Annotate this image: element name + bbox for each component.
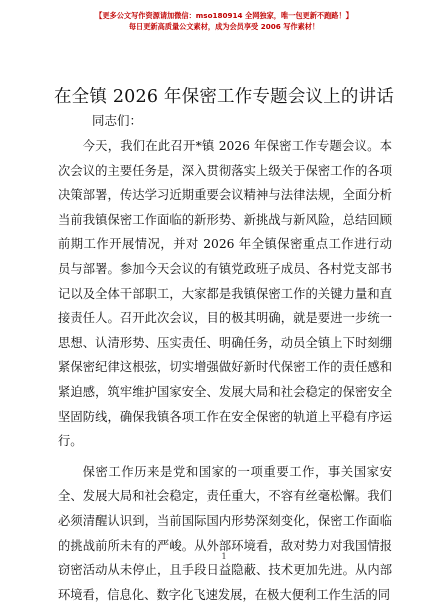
- document-body: [58, 134, 392, 613]
- banner-line-2: 每日更新高质量公文素材，成为会员享受 2006 写作素材！: [128, 22, 320, 31]
- paragraph-2: 保密工作历来是党和国家的一项重要工作，事关国家安全、发展大局和社会稳定，责任重大，不容有丝毫松懈。我们必须清醒认识到，当前国际国内形势深刻变化，保密工作面临的挑战前所未有的严峻。从外部环境看，敌对势力对我国情报窃密活动从未停止，且手段日益隐蔽、技术更加先进。从内部环境看，信息化、数字化飞速发展，在极大便利工作生活的同: [58, 464, 392, 602]
- paragraph-1: 今天，我们在此召开*镇 2026 年保密工作专题会议。本次会议的主要任务是，深入贯彻落实上级关于保密工作的各项决策部署，传达学习近期重要会议精神与法律法规，全面分析当前我镇保密工作面临的新形势、新挑战与新风险，总结回顾前期工作开展情况，并对 2026 年全镇保密重点工作进行动员与部署。参加今天会议的有镇党政班子成员、各村党支部书记以及全体干部职工，大家都是我镇保密工作的关键力量和直接责任人。召开此次会议，目的极其明确，就是要进一步统一思想、认清形势、压实责任、明确任务，动员全镇上下时刻绷紧保密纪律这根弦，切实增强做好新时代保密工作的责任感和紧迫感，筑牢维护国家安全、发展大局和社会稳定的保密安全坚固防线，确保我镇各项工作在安全保密的轨道上平稳有序运行。: [58, 139, 392, 449]
- document-title: 在全镇 2026 年保密工作专题会议上的讲话: [53, 87, 395, 107]
- page-number: 1: [221, 552, 227, 561]
- banner-line-1: 【更多公文写作资源请加微信：mso180914 全网独家，唯一包更新不跑路！】: [95, 11, 353, 20]
- greeting: 同志们：: [92, 113, 143, 128]
- promo-banner: [0, 10, 448, 32]
